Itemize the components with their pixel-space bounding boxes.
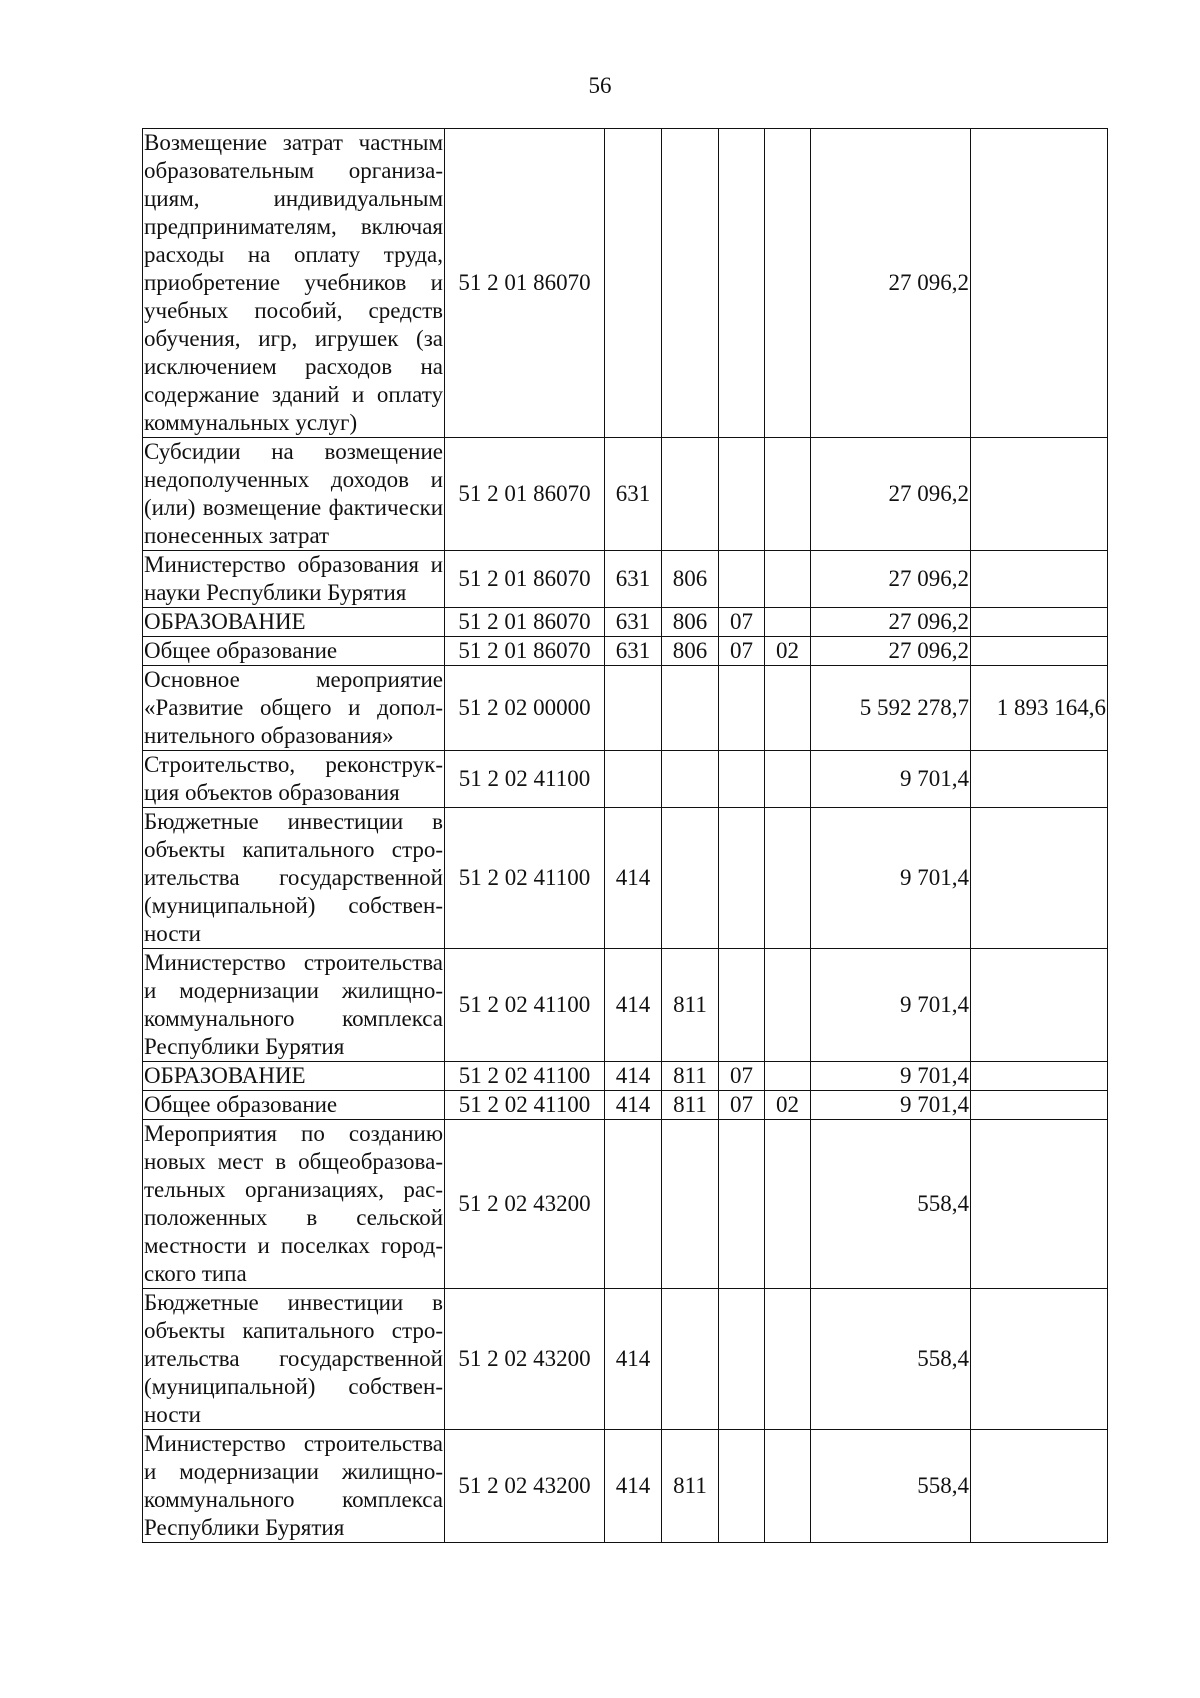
administrator-code bbox=[662, 751, 719, 808]
administrator-code bbox=[662, 666, 719, 751]
amount-primary: 9 701,4 bbox=[811, 808, 971, 949]
administrator-code bbox=[662, 1120, 719, 1289]
section-code bbox=[719, 751, 765, 808]
subsection-code bbox=[765, 608, 811, 637]
amount-primary: 27 096,2 bbox=[811, 551, 971, 608]
target-article-code: 51 2 01 86070 bbox=[445, 129, 605, 438]
expense-type-code: 631 bbox=[605, 608, 662, 637]
section-code bbox=[719, 666, 765, 751]
administrator-code: 806 bbox=[662, 551, 719, 608]
administrator-code: 811 bbox=[662, 1062, 719, 1091]
table-row bbox=[143, 1120, 1108, 1289]
subsection-code bbox=[765, 666, 811, 751]
amount-primary: 27 096,2 bbox=[811, 438, 971, 551]
table-row bbox=[143, 438, 1108, 551]
amount-secondary bbox=[971, 637, 1108, 666]
section-code: 07 bbox=[719, 1091, 765, 1120]
row-name: ОБРАЗОВАНИЕ bbox=[143, 608, 445, 637]
row-name: Бюджетные инвестиции в объекты капитального строительства государственной (муниципальной) собственности bbox=[143, 808, 445, 949]
expense-type-code bbox=[605, 751, 662, 808]
row-name: Строительство, реконструкция объектов образования bbox=[143, 751, 445, 808]
amount-secondary bbox=[971, 129, 1108, 438]
table-row bbox=[143, 637, 1108, 666]
expense-type-code bbox=[605, 1120, 662, 1289]
row-name: Бюджетные инвестиции в объекты капитального строительства государственной (муниципальной) собственности bbox=[143, 1289, 445, 1430]
expense-type-code: 631 bbox=[605, 637, 662, 666]
amount-secondary bbox=[971, 1289, 1108, 1430]
amount-secondary bbox=[971, 1091, 1108, 1120]
amount-secondary bbox=[971, 1062, 1108, 1091]
target-article-code: 51 2 01 86070 bbox=[445, 637, 605, 666]
subsection-code bbox=[765, 1289, 811, 1430]
row-name: ОБРАЗОВАНИЕ bbox=[143, 1062, 445, 1091]
subsection-code: 02 bbox=[765, 1091, 811, 1120]
section-code bbox=[719, 1289, 765, 1430]
amount-primary: 558,4 bbox=[811, 1289, 971, 1430]
target-article-code: 51 2 01 86070 bbox=[445, 608, 605, 637]
target-article-code: 51 2 02 43200 bbox=[445, 1120, 605, 1289]
expense-type-code: 414 bbox=[605, 1289, 662, 1430]
table-row bbox=[143, 808, 1108, 949]
target-article-code: 51 2 02 41100 bbox=[445, 808, 605, 949]
table-row bbox=[143, 608, 1108, 637]
expense-type-code: 414 bbox=[605, 1091, 662, 1120]
administrator-code: 811 bbox=[662, 1430, 719, 1543]
amount-primary: 558,4 bbox=[811, 1120, 971, 1289]
amount-primary: 27 096,2 bbox=[811, 129, 971, 438]
row-name: Основное мероприятие «Развитие общего и дополнительного образования» bbox=[143, 666, 445, 751]
row-name: Министерство строительства и модернизации жилищно-коммунального комплекса Республики Бурятия bbox=[143, 949, 445, 1062]
page-number: 56 bbox=[588, 73, 612, 98]
subsection-code bbox=[765, 751, 811, 808]
section-code bbox=[719, 808, 765, 949]
expense-type-code bbox=[605, 129, 662, 438]
administrator-code: 811 bbox=[662, 949, 719, 1062]
table-row bbox=[143, 949, 1108, 1062]
section-code bbox=[719, 551, 765, 608]
expense-type-code: 414 bbox=[605, 808, 662, 949]
administrator-code: 806 bbox=[662, 637, 719, 666]
administrator-code: 811 bbox=[662, 1091, 719, 1120]
table-row bbox=[143, 129, 1108, 438]
section-code bbox=[719, 129, 765, 438]
row-name: Возмещение затрат частным образовательным организациям, индивидуальным предпринимателям, включая расходы на оплату труда, приобретение учебников и учебных пособий, средств обучения, игр, игрушек (за исключением расходов на содержание зданий и оплату коммунальных услуг) bbox=[143, 129, 445, 438]
amount-primary: 5 592 278,7 bbox=[811, 666, 971, 751]
section-code bbox=[719, 949, 765, 1062]
row-name: Министерство строительства и модернизации жилищно-коммунального комплекса Республики Бурятия bbox=[143, 1430, 445, 1543]
row-name: Общее образование bbox=[143, 637, 445, 666]
section-code: 07 bbox=[719, 1062, 765, 1091]
administrator-code bbox=[662, 438, 719, 551]
subsection-code bbox=[765, 808, 811, 949]
section-code: 07 bbox=[719, 637, 765, 666]
amount-primary: 558,4 bbox=[811, 1430, 971, 1543]
target-article-code: 51 2 02 43200 bbox=[445, 1430, 605, 1543]
target-article-code: 51 2 02 43200 bbox=[445, 1289, 605, 1430]
amount-secondary bbox=[971, 551, 1108, 608]
table-row bbox=[143, 1430, 1108, 1543]
target-article-code: 51 2 01 86070 bbox=[445, 551, 605, 608]
amount-primary: 9 701,4 bbox=[811, 949, 971, 1062]
table-row bbox=[143, 551, 1108, 608]
amount-secondary: 1 893 164,6 bbox=[971, 666, 1108, 751]
subsection-code bbox=[765, 1062, 811, 1091]
expense-type-code: 631 bbox=[605, 438, 662, 551]
expense-type-code bbox=[605, 666, 662, 751]
target-article-code: 51 2 02 41100 bbox=[445, 949, 605, 1062]
amount-secondary bbox=[971, 608, 1108, 637]
section-code bbox=[719, 1120, 765, 1289]
section-code bbox=[719, 1430, 765, 1543]
expense-type-code: 631 bbox=[605, 551, 662, 608]
subsection-code bbox=[765, 551, 811, 608]
row-name: Субсидии на возмещение недополученных доходов и (или) возмещение фактически понесенных затрат bbox=[143, 438, 445, 551]
subsection-code bbox=[765, 1120, 811, 1289]
target-article-code: 51 2 02 00000 bbox=[445, 666, 605, 751]
target-article-code: 51 2 02 41100 bbox=[445, 1091, 605, 1120]
administrator-code bbox=[662, 129, 719, 438]
amount-secondary bbox=[971, 1120, 1108, 1289]
table-row bbox=[143, 751, 1108, 808]
subsection-code bbox=[765, 1430, 811, 1543]
amount-primary: 27 096,2 bbox=[811, 637, 971, 666]
amount-secondary bbox=[971, 1430, 1108, 1543]
amount-secondary bbox=[971, 808, 1108, 949]
amount-secondary bbox=[971, 751, 1108, 808]
amount-primary: 9 701,4 bbox=[811, 1062, 971, 1091]
subsection-code: 02 bbox=[765, 637, 811, 666]
subsection-code bbox=[765, 129, 811, 438]
table-row bbox=[143, 1062, 1108, 1091]
amount-primary: 9 701,4 bbox=[811, 1091, 971, 1120]
target-article-code: 51 2 02 41100 bbox=[445, 751, 605, 808]
administrator-code bbox=[662, 808, 719, 949]
section-code bbox=[719, 438, 765, 551]
amount-primary: 27 096,2 bbox=[811, 608, 971, 637]
budget-table bbox=[142, 128, 1108, 1543]
expense-type-code: 414 bbox=[605, 949, 662, 1062]
section-code: 07 bbox=[719, 608, 765, 637]
expense-type-code: 414 bbox=[605, 1430, 662, 1543]
expense-type-code: 414 bbox=[605, 1062, 662, 1091]
target-article-code: 51 2 01 86070 bbox=[445, 438, 605, 551]
table-row bbox=[143, 1091, 1108, 1120]
amount-primary: 9 701,4 bbox=[811, 751, 971, 808]
row-name: Министерство образования и науки Республики Бурятия bbox=[143, 551, 445, 608]
amount-secondary bbox=[971, 949, 1108, 1062]
administrator-code: 806 bbox=[662, 608, 719, 637]
subsection-code bbox=[765, 949, 811, 1062]
table-row bbox=[143, 666, 1108, 751]
administrator-code bbox=[662, 1289, 719, 1430]
row-name: Мероприятия по созданию новых мест в общеобразовательных организациях, расположенных в сельской местности и поселках городского типа bbox=[143, 1120, 445, 1289]
amount-secondary bbox=[971, 438, 1108, 551]
table-row bbox=[143, 1289, 1108, 1430]
subsection-code bbox=[765, 438, 811, 551]
target-article-code: 51 2 02 41100 bbox=[445, 1062, 605, 1091]
row-name: Общее образование bbox=[143, 1091, 445, 1120]
